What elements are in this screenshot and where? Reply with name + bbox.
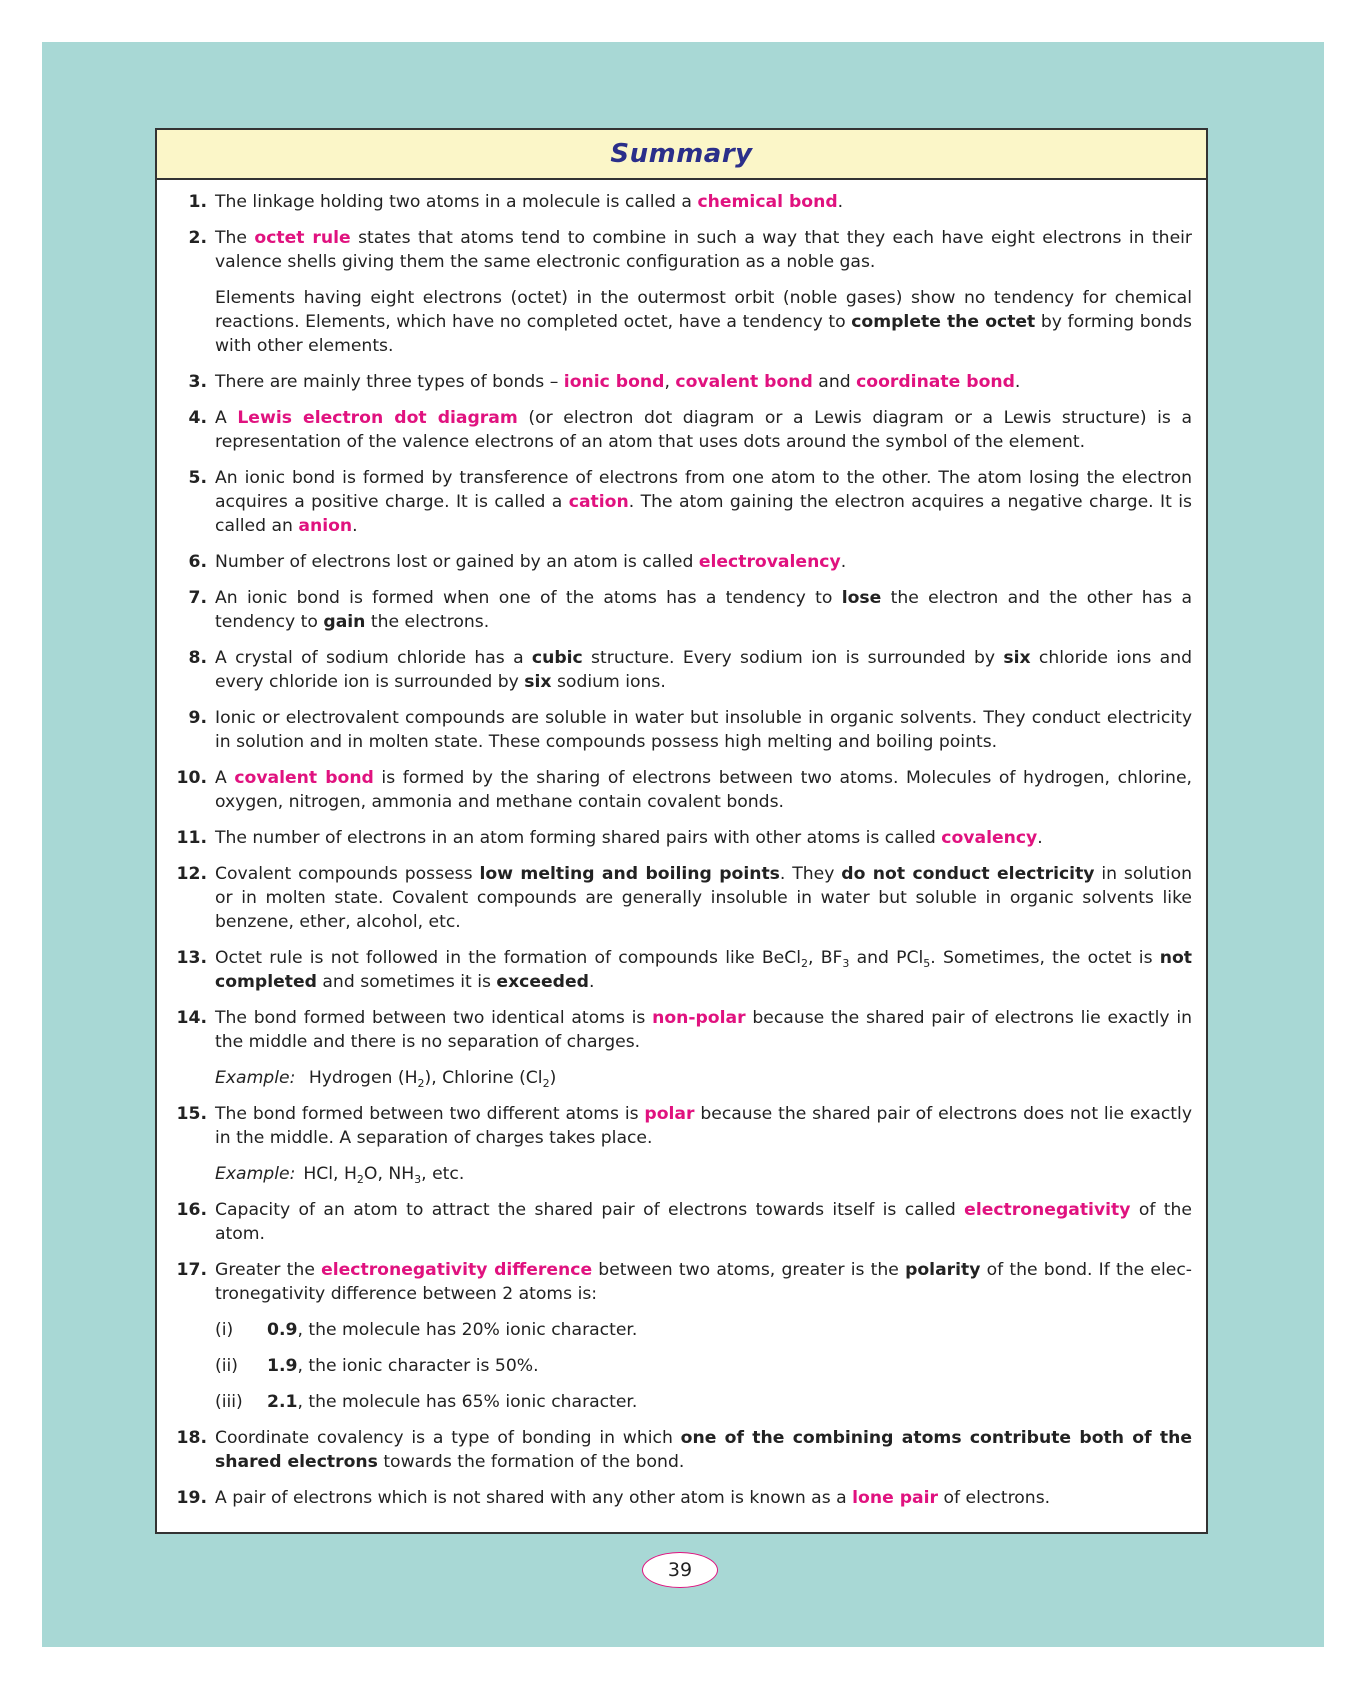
- item-text: Octet rule is not followed in the formation of compounds like BeCl$_2$, $BF_3$ and PCl$_5$. Sometimes, the octet is not completed and sometimes it is exceeded.: [215, 948, 1192, 992]
- item-text: A crystal of sodium chloride has a cubic structure. Every sodium ion is surrounded by six chloride ions and every chloride ion is surrounded by six sodium ions.: [215, 648, 1193, 692]
- item-text: A covalent bond is formed by the sharing of electrons between two atoms. Molecules of hydrogen, chlorine, oxygen, nitrogen, ammonia and methane contain covalent bonds.: [215, 768, 1192, 812]
- item-text: Ionic or electrovalent compounds are soluble in water but insoluble in organic solvents. They conduct electricity in solution and in molten state. These compounds possess high melting and boiling points.: [215, 708, 1192, 752]
- item-number: 19.: [176, 1488, 207, 1508]
- list-item: [169, 190, 1192, 214]
- example-line: Example: HCl, $H_2O$, $NH_3$, etc.: [215, 1164, 465, 1186]
- item-number: 11.: [176, 828, 207, 848]
- item-number: 15.: [176, 1104, 207, 1124]
- key-term: covalent bond: [675, 372, 813, 392]
- item-text: Coordinate covalency is a type of bonding in which one of the combining atoms contribute both of the shared electrons towards the formation of the bond.: [215, 1428, 1192, 1472]
- item-number: 4.: [188, 408, 207, 428]
- item-text: Number of electrons lost or gained by an atom is called electrovalency.: [215, 552, 847, 572]
- list-item: [169, 550, 1192, 574]
- key-term: covalency: [941, 828, 1038, 848]
- sub-item: (ii) 1.9, the ionic character is 50%.: [215, 1356, 539, 1376]
- list-item: [169, 766, 1192, 814]
- list-item: [169, 1102, 1192, 1150]
- item-number: 10.: [176, 768, 207, 788]
- item-number: 3.: [188, 372, 207, 392]
- item-number: 6.: [188, 552, 207, 572]
- item-paragraph: Elements having eight electrons (octet) in the outermost orbit (noble gases) show no tendency for chemical reactions. Elements, which have no completed octet, have a tendency to complete the octet by forming bonds with other elements.: [215, 288, 1192, 356]
- item-number: 2.: [188, 228, 207, 248]
- key-term: covalent bond: [234, 768, 374, 788]
- list-item: [169, 646, 1192, 694]
- item-text: There are mainly three types of bonds – ionic bond, covalent bond and coordinate bond.: [215, 372, 1021, 392]
- item-text: Covalent compounds possess low melting and boiling points. They do not conduct electricity in solution or in molten state. Covalent compounds are generally insoluble in water but soluble in organic solvents like benzene, ether, alcohol, etc.: [215, 864, 1192, 932]
- summary-content: [157, 180, 1206, 1510]
- list-item: [169, 862, 1192, 934]
- key-term: coordinate bond: [856, 372, 1015, 392]
- key-term: electrovalency: [698, 552, 841, 572]
- list-item: [169, 1198, 1192, 1246]
- item-number: 12.: [176, 864, 207, 884]
- key-term: chemical bond: [697, 192, 838, 212]
- key-term: octet rule: [254, 228, 351, 248]
- list-item: [169, 406, 1192, 454]
- key-term: electronegativity difference: [321, 1260, 593, 1280]
- item-text: An ionic bond is formed when one of the atoms has a tendency to lose the electron and the other has a tendency to gain the electrons.: [215, 588, 1192, 632]
- key-term: non-polar: [652, 1008, 746, 1028]
- sub-item: (i) 0.9, the molecule has 20% ionic character.: [215, 1320, 638, 1340]
- summary-panel: [155, 128, 1208, 1534]
- item-text: The bond formed between two different atoms is polar because the shared pair of electrons does not lie exactly in the middle. A separation of charges takes place.: [215, 1104, 1192, 1148]
- item-text: Capacity of an atom to attract the shared pair of electrons towards itself is called electronegativity of the atom.: [215, 1200, 1192, 1244]
- key-term: polar: [644, 1104, 695, 1124]
- list-item: [169, 1006, 1192, 1054]
- list-item: [169, 1486, 1192, 1510]
- item-text: Greater the electronegativity difference between two atoms, greater is the polarity of the bond. If the elec-tronegativity difference between 2 atoms is:: [215, 1260, 1192, 1304]
- item-number: 17.: [176, 1260, 207, 1280]
- item-text: A Lewis electron dot diagram (or electron dot diagram or a Lewis diagram or a Lewis structure) is a representation of the valence electrons of an atom that uses dots around the symbol of the element.: [215, 408, 1192, 452]
- item-text: A pair of electrons which is not shared with any other atom is known as a lone pair of electrons.: [215, 1488, 1051, 1508]
- list-item: [169, 1258, 1192, 1306]
- page-number: 39: [642, 1552, 718, 1588]
- item-number: 18.: [176, 1428, 207, 1448]
- sub-item: (iii) 2.1, the molecule has 65% ionic character.: [215, 1392, 638, 1412]
- key-term: cation: [568, 492, 629, 512]
- summary-header: [157, 130, 1206, 180]
- key-term: anion: [298, 516, 353, 536]
- item-number: 5.: [188, 468, 207, 488]
- list-item: [169, 946, 1192, 994]
- item-text: The bond formed between two identical atoms is non-polar because the shared pair of electrons lie exactly in the middle and there is no separation of charges.: [215, 1008, 1192, 1052]
- list-item: [169, 466, 1192, 538]
- key-term: electronegativity: [964, 1200, 1131, 1220]
- item-number: 9.: [188, 708, 207, 728]
- item-number: 8.: [188, 648, 207, 668]
- item-number: 7.: [188, 588, 207, 608]
- item-text: An ionic bond is formed by transference of electrons from one atom to the other. The atom losing the electron acquires a positive charge. It is called a cation. The atom gaining the electron acquires a negative charge. It is called an anion.: [215, 468, 1192, 536]
- summary-title: Summary: [610, 139, 753, 169]
- list-item: [169, 586, 1192, 634]
- item-text: The linkage holding two atoms in a molecule is called a chemical bond.: [215, 192, 844, 212]
- item-number: 1.: [188, 192, 207, 212]
- list-item: [169, 1426, 1192, 1474]
- list-item: [169, 370, 1192, 394]
- key-term: lone pair: [852, 1488, 938, 1508]
- item-text: The octet rule states that atoms tend to combine in such a way that they each have eight electrons in their valence shells giving them the same electronic configuration as a noble gas.: [215, 228, 1192, 272]
- key-term: Lewis electron dot diagram: [237, 408, 518, 428]
- item-number: 14.: [176, 1008, 207, 1028]
- key-term: ionic bond: [563, 372, 665, 392]
- list-item: [169, 826, 1192, 850]
- list-item: [169, 706, 1192, 754]
- item-text: The number of electrons in an atom forming shared pairs with other atoms is called covalency.: [215, 828, 1043, 848]
- item-number: 16.: [176, 1200, 207, 1220]
- example-line: Example: Hydrogen $(H_2)$, Chlorine $(Cl_2)$: [215, 1068, 557, 1090]
- item-number: 13.: [176, 948, 207, 968]
- list-item: [169, 226, 1192, 274]
